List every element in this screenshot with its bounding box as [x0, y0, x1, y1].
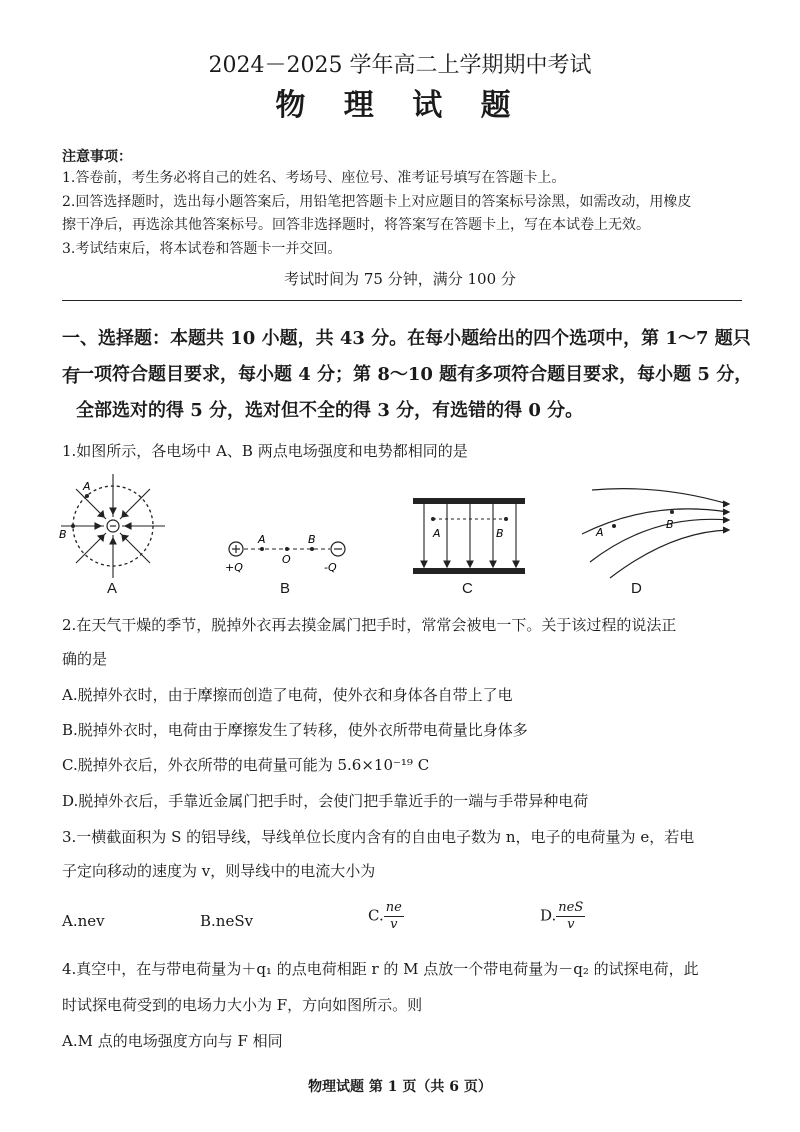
q2-option-b: B.脱掉外衣时，电荷由于摩擦发生了转移，使外衣所带电荷量比身体多: [62, 721, 528, 739]
exam-time-note: 考试时间为 75 分钟，满分 100 分: [284, 270, 516, 288]
notice-item-2a: 2.回答选择题时，选出每小题答案后，用铅笔把答题卡上对应题目的答案标号涂黑，如需改动，用橡皮: [62, 194, 692, 210]
fig-d-point-a: A: [596, 526, 604, 539]
figure-d-curved-field: [582, 489, 729, 578]
fig-b-point-a: A: [258, 533, 266, 546]
q4-stem-1: 4.真空中，在与带电荷量为＋q₁ 的点电荷相距 r 的 M 点放一个带电荷量为－q₂ 的试探电荷，此: [62, 960, 699, 978]
fig-c-point-a: A: [433, 527, 441, 540]
q1-stem: 1.如图所示，各电场中 A、B 两点电场强度和电势都相同的是: [62, 442, 468, 460]
q3-option-d: [540, 900, 585, 933]
fig-a-point-b: B: [59, 528, 67, 541]
q2-option-a: A.脱掉外衣时，由于摩擦而创造了电荷，使外衣和身体各自带上了电: [62, 686, 513, 704]
q3-option-d-fraction: [556, 900, 585, 933]
q3-option-d-den: v: [567, 917, 575, 932]
fig-b-point-o: O: [282, 553, 291, 566]
q3-option-d-num: neS: [558, 900, 584, 915]
notice-item-1: 1.答卷前，考生务必将自己的姓名、考场号、座位号、准考证号填写在答题卡上。: [62, 170, 566, 186]
exam-title: 2024－2025 学年高二上学期期中考试: [208, 53, 592, 78]
q3-option-c-fraction: [384, 900, 404, 933]
q3-option-c-num: ne: [385, 900, 402, 915]
fig-label-d: D: [631, 580, 642, 597]
figure-c-parallel-plates: [413, 498, 525, 574]
q3-option-c-prefix: C.: [368, 906, 384, 925]
q2-stem-1: 2.在天气干燥的季节，脱掉外衣再去摸金属门把手时，常常会被电一下。关于该过程的说法正: [62, 616, 677, 634]
section1-line3: 全部选对的得 5 分，选对但不全的得 3 分，有选错的得 0 分。: [76, 400, 584, 421]
figure-a-radial-field: [59, 474, 165, 578]
bottom-plate: [413, 568, 525, 574]
q3-stem-1: 3.一横截面积为 S 的铝导线，导线单位长度内含有的自由电子数为 n，电子的电荷量为 e，若电: [62, 828, 695, 846]
q4-stem-2: 时试探电荷受到的电场力大小为 F，方向如图所示。则: [62, 996, 423, 1014]
fig-b-point-b: B: [308, 533, 316, 546]
fig-b-plus-q: +Q: [225, 561, 243, 574]
notice-heading: 注意事项：: [62, 149, 132, 165]
q4-option-a: A.M 点的电场强度方向与 F 相同: [62, 1032, 283, 1050]
fig-label-b: B: [280, 580, 291, 597]
section1-line1: 一、选择题：本题共 10 小题，共 43 分。在每小题给出的四个选项中，第 1～7 题只有: [62, 328, 751, 387]
q3-option-b: B.neSv: [200, 912, 254, 930]
notice-item-2b: 擦干净后，再选涂其他答案标号。回答非选择题时，将答案写在答题卡上，写在本试卷上无效。: [62, 217, 650, 233]
top-plate: [413, 498, 525, 504]
notice-item-3: 3.考试结束后，将本试卷和答题卡一并交回。: [62, 241, 342, 257]
q1-figures: [60, 468, 760, 608]
fig-label-c: C: [462, 580, 473, 597]
fig-c-point-b: B: [496, 527, 504, 540]
divider: [62, 300, 742, 301]
fig-label-a: A: [107, 580, 118, 597]
fig-b-minus-q: -Q: [324, 561, 337, 574]
q3-option-c: [368, 900, 404, 933]
figure-b-dipole: [225, 533, 345, 574]
q3-option-c-den: v: [390, 917, 398, 932]
subject-title: 物 理 试 题: [275, 88, 525, 123]
fig-d-point-b: B: [666, 518, 674, 531]
q3-stem-2: 子定向移动的速度为 v，则导线中的电流大小为: [62, 862, 376, 880]
q2-option-d: D.脱掉外衣后，手靠近金属门把手时，会使门把手靠近手的一端与手带异种电荷: [62, 792, 589, 810]
q3-option-a: A.nev: [62, 912, 105, 930]
q2-option-c: C.脱掉外衣后，外衣所带的电荷量可能为 5.6×10⁻¹⁹ C: [62, 756, 430, 774]
page-footer: 物理试题 第 1 页（共 6 页）: [308, 1079, 492, 1095]
q2-stem-2: 确的是: [62, 650, 108, 668]
section1-line2: 一项符合题目要求，每小题 4 分；第 8～10 题有多项符合题目要求，每小题 5 分，: [76, 364, 753, 385]
q3-option-d-prefix: D.: [540, 906, 557, 925]
fig-a-point-a: A: [83, 480, 91, 493]
